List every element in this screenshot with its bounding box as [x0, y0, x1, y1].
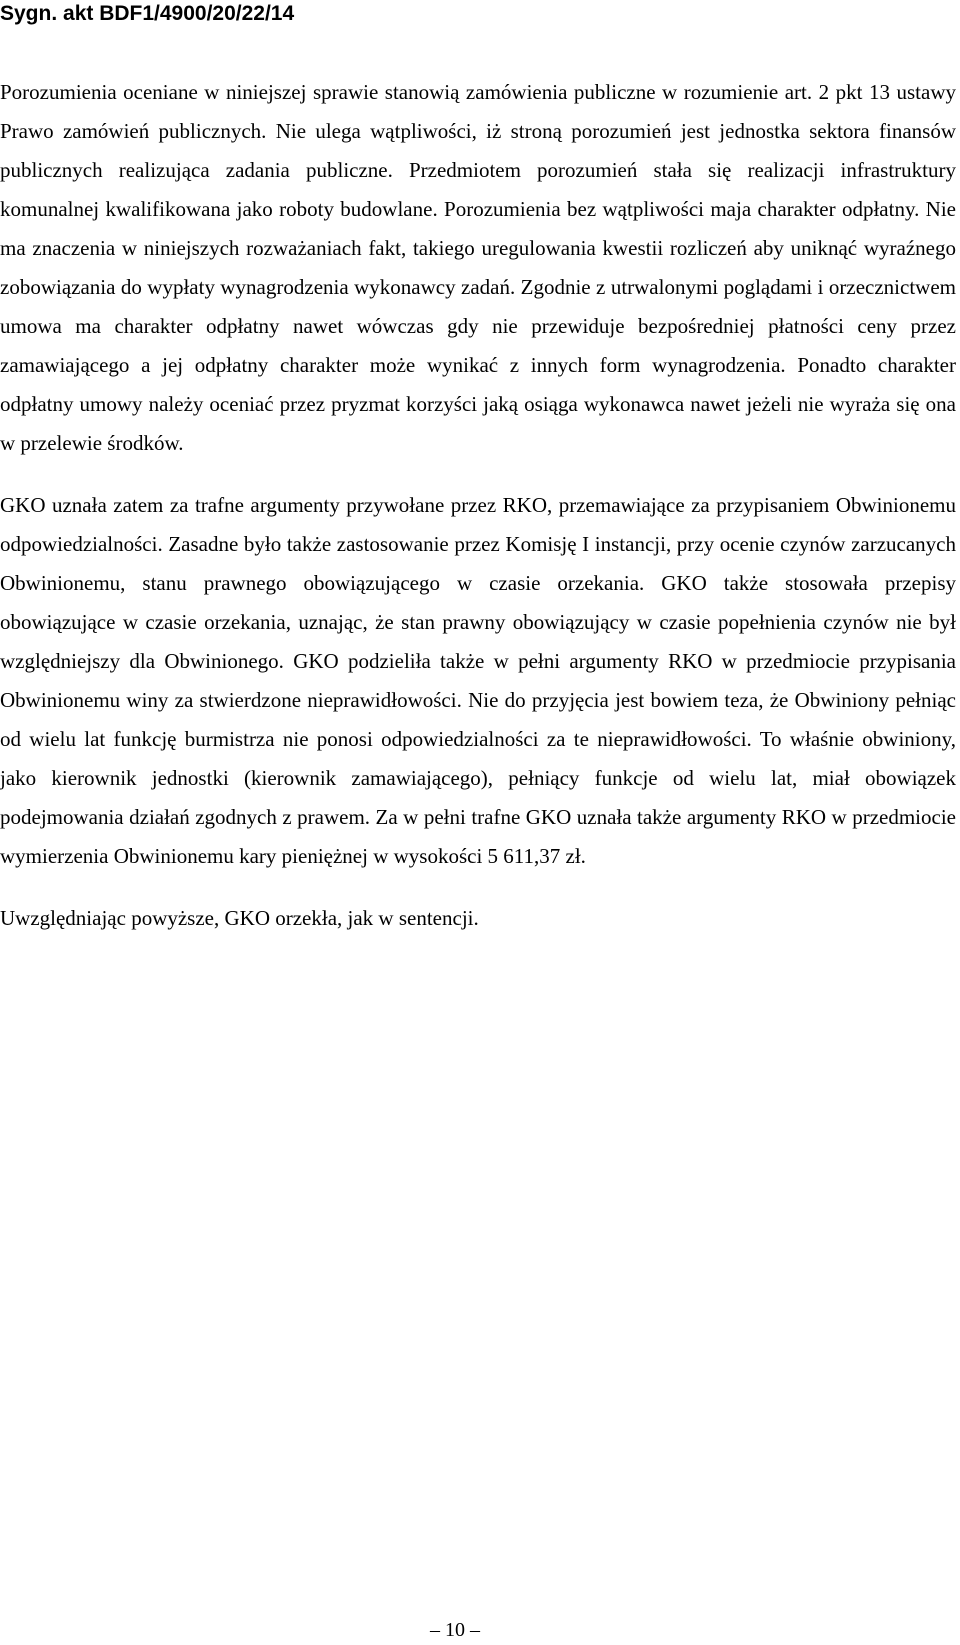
paragraph-gko-findings: GKO uznała zatem za trafne argumenty przywołane przez RKO, przemawiające za przypisaniem Obwinionemu odpowiedzialności. Zasadne było także zastosowanie przez Komisję I instancji, przy ocenie czynów zarzucanych Obwinionemu, stanu prawnego obowiązującego w czasie orzekania. GKO także stosowała przepisy obowiązujące w czasie orzekania, uznając, że stan prawny obowiązujący w czasie popełnienia czynów nie był względniejszy dla Obwinionego. GKO podzieliła także w pełni argumenty RKO w przedmiocie przypisania Obwinionemu winy za stwierdzone nieprawidłowości. Nie do przyjęcia jest bowiem teza, że Obwiniony pełniąc od wielu lat funkcję burmistrza nie ponosi odpowiedzialności za te nieprawidłowości. To właśnie obwiniony, jako kierownik jednostki (kierownik zamawiającego), pełniący funkcje od wielu lat, miał obowiązek podejmowania działań zgodnych z prawem. Za w pełni trafne GKO uznała także argumenty RKO w przedmiocie wymierzenia Obwinionemu kary pieniężnej w wysokości 5 611,37 zł. [0, 493, 956, 868]
paragraph-contract-assessment: Porozumienia oceniane w niniejszej sprawie stanowią zamówienia publiczne w rozumienie art. 2 pkt 13 ustawy Prawo zamówień publicznych. Nie ulega wątpliwości, iż stroną porozumień jest jednostka sektora finansów publicznych realizująca zadania publiczne. Przedmiotem porozumień stała się realizacji infrastruktury komunalnej kwalifikowana jako roboty budowlane. Porozumienia bez wątpliwości maja charakter odpłatny. Nie ma znaczenia w niniejszych rozważaniach fakt, takiego uregulowania kwestii rozliczeń aby uniknąć wyraźnego zobowiązania do wypłaty wynagrodzenia wykonawcy zadań. Zgodnie z utrwalonymi poglądami i orzecznictwem umowa ma charakter odpłatny nawet wówczas gdy nie przewiduje bezpośredniej płatności ceny przez zamawiającego a jej odpłatny charakter może wynikać z innych form wynagrodzenia. Ponadto charakter odpłatny umowy należy oceniać przez pryzmat korzyści jaką osiąga wykonawca nawet jeżeli nie wyraża się ona w przelewie środków. [0, 80, 956, 455]
paragraph-conclusion: Uwzględniając powyższe, GKO orzekła, jak w sentencji. [0, 906, 479, 930]
page-number: – 10 – [430, 1619, 480, 1641]
case-reference: Sygn. akt BDF1/4900/20/22/14 [0, 2, 295, 25]
document-body [0, 73, 956, 961]
